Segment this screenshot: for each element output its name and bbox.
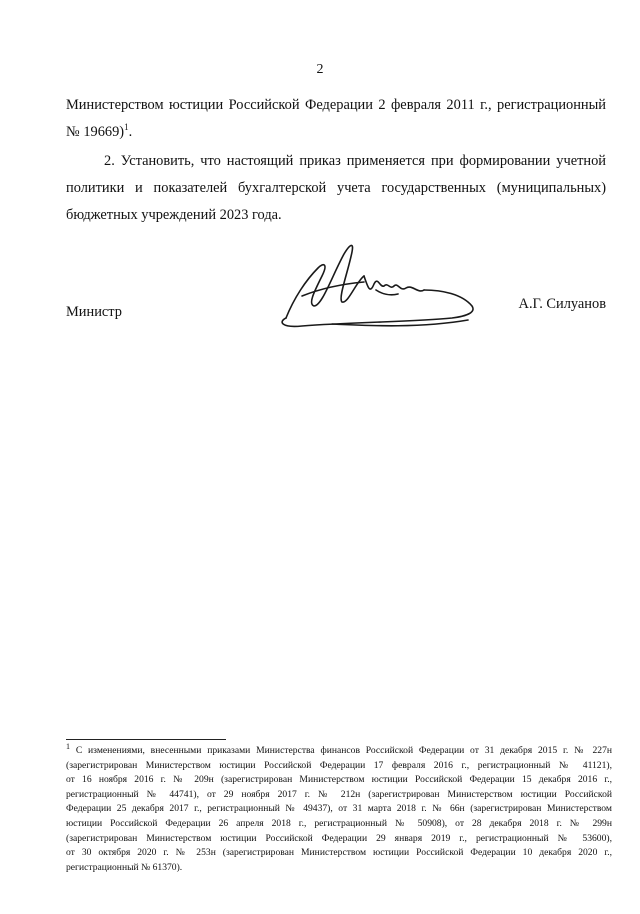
signature-block [66, 296, 606, 340]
footnote-line: регистрационный № 61370). [66, 861, 183, 873]
footnote-divider [66, 739, 226, 740]
paragraph-item-2 [66, 148, 606, 229]
footnote-marker: 1 [66, 741, 70, 751]
paragraph-registration [66, 92, 606, 146]
footnote-line: (зарегистрирован Министерством юстиции Российской Федерации 17 февраля 2016 г., регистрационный № 41121), [66, 759, 612, 771]
signer-position: Министр [66, 304, 122, 320]
footnote-line: $^1$ С изменениями, внесенными приказами Министерства финансов Российской Федерации от 31 декабря 2015 г. № 227н [66, 741, 612, 756]
footnote-line: регистрационный № 44741), от 29 ноября 2017 г. № 212н (зарегистрирован Министерством юстиции Российской [66, 788, 612, 800]
footnote-reference[interactable]: 1 [124, 122, 129, 133]
footnote-line: юстиции Российской Федерации 26 апреля 2018 г., регистрационный № 50908), от 28 декабря 2018 г. № 299н [66, 817, 612, 829]
paragraph-line: Министерством юстиции Российской Федерации 2 февраля 2011 г., регистрационный [66, 97, 606, 113]
sentence-end: . [128, 124, 133, 140]
paragraph-line [66, 119, 606, 146]
paragraph-line: 2. Установить, что настоящий приказ применяется при формировании учетной [104, 153, 606, 169]
paragraph-line: политики и показателей бухгалтерской учета государственных (муниципальных) [66, 180, 606, 196]
registration-number: № 19669) [66, 124, 125, 140]
footnote-line: от 16 ноября 2016 г. № 209н (зарегистрирован Министерством юстиции Российской Федерации 15 декабря 2016 г., [66, 774, 612, 786]
signer-name: А.Г. Силуанов [518, 296, 606, 312]
footnote-line: (зарегистрирован Министерством юстиции Российской Федерации 29 января 2019 г., регистрационный № 53600), [66, 832, 612, 844]
footnote-line: от 30 октября 2020 г. № 253н (зарегистрирован Министерством юстиции Российской Федерации 10 декабря 2020 г., [66, 847, 612, 859]
paragraph-line: бюджетных учреждений 2023 года. [66, 207, 282, 223]
footnote-line: Федерации 25 декабря 2017 г., регистрационный № 49437), от 31 марта 2018 г. № 66н (зарегистрирован Министерством [66, 803, 612, 815]
page-number: 2 [316, 62, 324, 77]
footnote [66, 741, 612, 875]
